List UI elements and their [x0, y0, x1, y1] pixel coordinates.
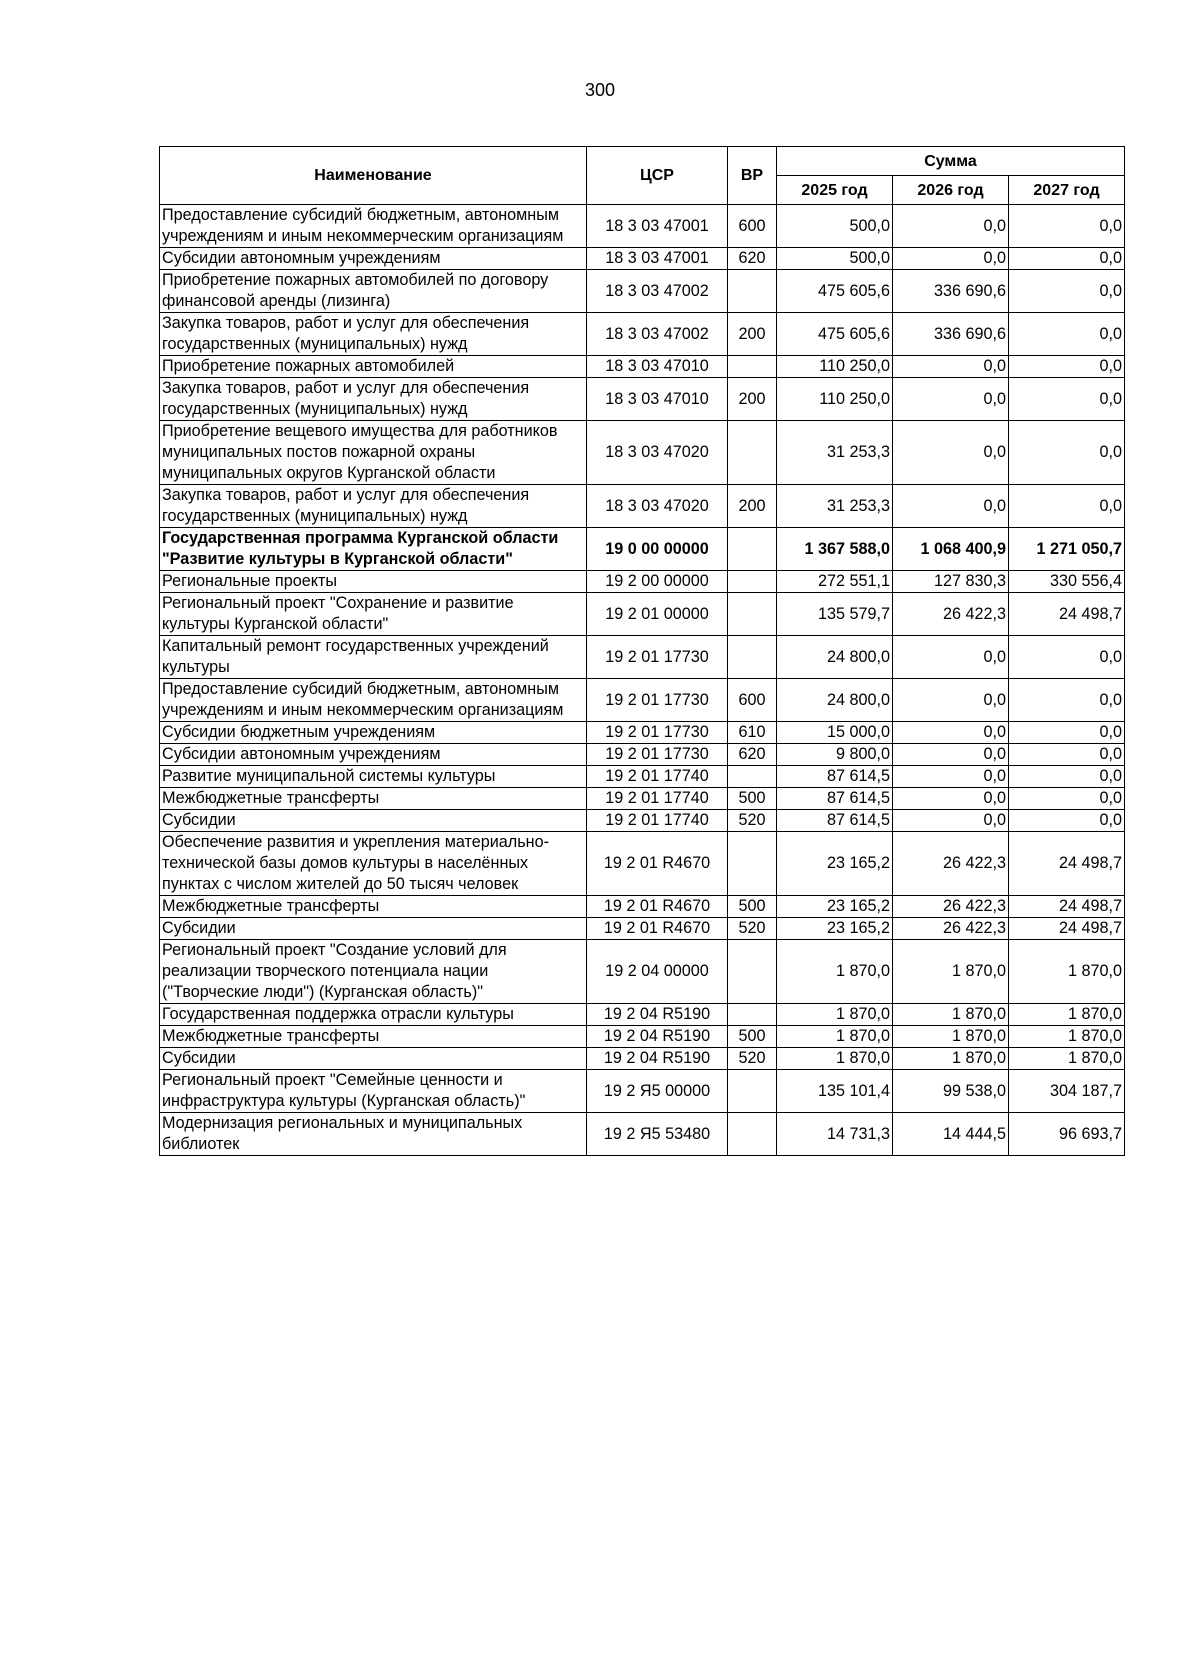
row-value-2027: 0,0: [1009, 421, 1125, 485]
row-name: Региональные проекты: [160, 571, 587, 593]
table-row: [160, 722, 1125, 744]
row-value-2027: 0,0: [1009, 744, 1125, 766]
header-year-2025: 2025 год: [777, 176, 893, 205]
row-value-2026: 14 444,5: [893, 1113, 1009, 1156]
row-name: Предоставление субсидий бюджетным, автономным учреждениям и иным некоммерческим организациям: [160, 205, 587, 248]
row-value-2026: 0,0: [893, 636, 1009, 679]
header-csr: ЦСР: [587, 147, 728, 205]
row-value-2025: 87 614,5: [777, 788, 893, 810]
row-name: Закупка товаров, работ и услуг для обеспечения государственных (муниципальных) нужд: [160, 313, 587, 356]
row-vr: 200: [728, 378, 777, 421]
row-value-2027: 96 693,7: [1009, 1113, 1125, 1156]
row-value-2026: 99 538,0: [893, 1070, 1009, 1113]
table-row: [160, 248, 1125, 270]
row-name: Развитие муниципальной системы культуры: [160, 766, 587, 788]
table-row: [160, 378, 1125, 421]
table-row: [160, 571, 1125, 593]
table-row: [160, 421, 1125, 485]
row-value-2025: 24 800,0: [777, 679, 893, 722]
row-name: Государственная программа Курганской области "Развитие культуры в Курганской области": [160, 528, 587, 571]
row-value-2027: 24 498,7: [1009, 593, 1125, 636]
row-value-2026: 26 422,3: [893, 918, 1009, 940]
row-value-2025: 31 253,3: [777, 485, 893, 528]
row-value-2027: 0,0: [1009, 679, 1125, 722]
row-value-2025: 500,0: [777, 205, 893, 248]
row-vr: 520: [728, 918, 777, 940]
row-value-2026: 127 830,3: [893, 571, 1009, 593]
row-csr: 18 3 03 47020: [587, 421, 728, 485]
row-value-2026: 1 870,0: [893, 940, 1009, 1004]
row-value-2026: 26 422,3: [893, 593, 1009, 636]
row-vr: 520: [728, 810, 777, 832]
row-vr: 600: [728, 205, 777, 248]
row-value-2025: 87 614,5: [777, 810, 893, 832]
row-value-2026: 26 422,3: [893, 896, 1009, 918]
row-value-2025: 23 165,2: [777, 832, 893, 896]
table-row: [160, 766, 1125, 788]
row-value-2026: 0,0: [893, 378, 1009, 421]
row-value-2025: 1 870,0: [777, 1026, 893, 1048]
row-vr: 620: [728, 248, 777, 270]
row-csr: 19 2 Я5 00000: [587, 1070, 728, 1113]
row-value-2027: 304 187,7: [1009, 1070, 1125, 1113]
row-value-2027: 0,0: [1009, 205, 1125, 248]
row-name: Предоставление субсидий бюджетным, автономным учреждениям и иным некоммерческим организациям: [160, 679, 587, 722]
row-value-2026: 336 690,6: [893, 313, 1009, 356]
row-vr: [728, 940, 777, 1004]
table-row: [160, 918, 1125, 940]
row-value-2027: 24 498,7: [1009, 918, 1125, 940]
row-name: Межбюджетные трансферты: [160, 788, 587, 810]
row-name: Приобретение вещевого имущества для работников муниципальных постов пожарной охраны муниципальных округов Курганской области: [160, 421, 587, 485]
row-csr: 19 2 01 17730: [587, 744, 728, 766]
row-csr: 19 2 01 17730: [587, 636, 728, 679]
row-value-2025: 1 870,0: [777, 1048, 893, 1070]
row-value-2026: 0,0: [893, 356, 1009, 378]
row-value-2026: 0,0: [893, 810, 1009, 832]
row-value-2025: 24 800,0: [777, 636, 893, 679]
row-value-2027: 0,0: [1009, 810, 1125, 832]
table-row: [160, 528, 1125, 571]
row-vr: [728, 1070, 777, 1113]
row-vr: [728, 571, 777, 593]
row-value-2027: 0,0: [1009, 722, 1125, 744]
row-vr: [728, 766, 777, 788]
row-vr: 500: [728, 896, 777, 918]
row-value-2025: 110 250,0: [777, 356, 893, 378]
row-csr: 18 3 03 47010: [587, 356, 728, 378]
row-vr: 500: [728, 1026, 777, 1048]
budget-table: [159, 146, 1125, 1156]
row-csr: 19 2 04 R5190: [587, 1048, 728, 1070]
row-name: Региональный проект "Создание условий для реализации творческого потенциала нации ("Творческие люди") (Курганская область)": [160, 940, 587, 1004]
row-value-2025: 475 605,6: [777, 313, 893, 356]
row-name: Региональный проект "Сохранение и развитие культуры Курганской области": [160, 593, 587, 636]
row-vr: [728, 356, 777, 378]
row-vr: 500: [728, 788, 777, 810]
row-name: Субсидии: [160, 810, 587, 832]
row-value-2027: 0,0: [1009, 766, 1125, 788]
row-name: Субсидии бюджетным учреждениям: [160, 722, 587, 744]
row-value-2025: 135 101,4: [777, 1070, 893, 1113]
row-name: Обеспечение развития и укрепления материально-технической базы домов культуры в населённых пунктах с числом жителей до 50 тысяч человек: [160, 832, 587, 896]
row-value-2027: 0,0: [1009, 378, 1125, 421]
row-value-2025: 135 579,7: [777, 593, 893, 636]
table-header: [160, 147, 1125, 205]
row-value-2027: 1 870,0: [1009, 1004, 1125, 1026]
row-csr: 19 2 01 17740: [587, 810, 728, 832]
row-value-2025: 272 551,1: [777, 571, 893, 593]
table-row: [160, 636, 1125, 679]
row-csr: 19 2 01 R4670: [587, 832, 728, 896]
row-value-2027: 330 556,4: [1009, 571, 1125, 593]
page-number: 300: [584, 80, 616, 100]
row-csr: 18 3 03 47002: [587, 313, 728, 356]
row-value-2027: 1 870,0: [1009, 940, 1125, 1004]
row-vr: 600: [728, 679, 777, 722]
row-vr: [728, 1113, 777, 1156]
table-row: [160, 832, 1125, 896]
row-value-2026: 0,0: [893, 788, 1009, 810]
row-value-2025: 15 000,0: [777, 722, 893, 744]
row-name: Субсидии: [160, 1048, 587, 1070]
row-csr: 19 2 01 17740: [587, 766, 728, 788]
row-name: Приобретение пожарных автомобилей: [160, 356, 587, 378]
row-value-2025: 1 870,0: [777, 1004, 893, 1026]
header-year-2027: 2027 год: [1009, 176, 1125, 205]
row-value-2026: 1 870,0: [893, 1004, 1009, 1026]
row-csr: 18 3 03 47010: [587, 378, 728, 421]
row-name: Капитальный ремонт государственных учреждений культуры: [160, 636, 587, 679]
row-name: Межбюджетные трансферты: [160, 1026, 587, 1048]
row-name: Закупка товаров, работ и услуг для обеспечения государственных (муниципальных) нужд: [160, 378, 587, 421]
row-csr: 19 2 04 R5190: [587, 1004, 728, 1026]
row-csr: 18 3 03 47020: [587, 485, 728, 528]
row-value-2026: 0,0: [893, 679, 1009, 722]
row-value-2027: 1 870,0: [1009, 1026, 1125, 1048]
row-csr: 18 3 03 47001: [587, 248, 728, 270]
header-year-2026: 2026 год: [893, 176, 1009, 205]
row-value-2025: 1 367 588,0: [777, 528, 893, 571]
header-name: Наименование: [160, 147, 587, 205]
row-value-2026: 0,0: [893, 722, 1009, 744]
row-name: Межбюджетные трансферты: [160, 896, 587, 918]
row-name: Приобретение пожарных автомобилей по договору финансовой аренды (лизинга): [160, 270, 587, 313]
row-name: Субсидии автономным учреждениям: [160, 248, 587, 270]
table-body: [160, 205, 1125, 1156]
row-csr: 19 2 00 00000: [587, 571, 728, 593]
row-value-2025: 23 165,2: [777, 918, 893, 940]
row-csr: 19 2 01 17730: [587, 722, 728, 744]
row-csr: 18 3 03 47002: [587, 270, 728, 313]
row-value-2025: 14 731,3: [777, 1113, 893, 1156]
table-row: [160, 1004, 1125, 1026]
row-csr: 19 2 01 17730: [587, 679, 728, 722]
row-value-2026: 1 870,0: [893, 1048, 1009, 1070]
table-row: [160, 1026, 1125, 1048]
row-value-2027: 0,0: [1009, 356, 1125, 378]
row-value-2027: 0,0: [1009, 636, 1125, 679]
row-value-2025: 23 165,2: [777, 896, 893, 918]
row-name: Региональный проект "Семейные ценности и инфраструктура культуры (Курганская область)": [160, 1070, 587, 1113]
table-row: [160, 270, 1125, 313]
row-value-2025: 1 870,0: [777, 940, 893, 1004]
row-name: Модернизация региональных и муниципальных библиотек: [160, 1113, 587, 1156]
row-name: Закупка товаров, работ и услуг для обеспечения государственных (муниципальных) нужд: [160, 485, 587, 528]
row-value-2026: 0,0: [893, 744, 1009, 766]
row-csr: 19 2 01 00000: [587, 593, 728, 636]
table-row: [160, 679, 1125, 722]
row-value-2027: 0,0: [1009, 485, 1125, 528]
table-row: [160, 356, 1125, 378]
table-row: [160, 896, 1125, 918]
row-csr: 19 2 01 R4670: [587, 918, 728, 940]
row-value-2027: 24 498,7: [1009, 896, 1125, 918]
row-vr: 200: [728, 313, 777, 356]
table-row: [160, 940, 1125, 1004]
table-row: [160, 313, 1125, 356]
row-vr: 520: [728, 1048, 777, 1070]
row-csr: 19 2 04 R5190: [587, 1026, 728, 1048]
row-vr: [728, 528, 777, 571]
header-vr: ВР: [728, 147, 777, 205]
row-value-2026: 1 870,0: [893, 1026, 1009, 1048]
row-value-2026: 336 690,6: [893, 270, 1009, 313]
table-row: [160, 744, 1125, 766]
row-vr: 620: [728, 744, 777, 766]
header-sum: Сумма: [777, 147, 1125, 176]
row-vr: [728, 832, 777, 896]
row-value-2027: 24 498,7: [1009, 832, 1125, 896]
row-name: Государственная поддержка отрасли культуры: [160, 1004, 587, 1026]
row-vr: [728, 593, 777, 636]
table-row: [160, 1048, 1125, 1070]
row-value-2025: 500,0: [777, 248, 893, 270]
table-row: [160, 1070, 1125, 1113]
row-csr: 19 2 04 00000: [587, 940, 728, 1004]
row-value-2027: 0,0: [1009, 313, 1125, 356]
row-value-2025: 110 250,0: [777, 378, 893, 421]
table-row: [160, 485, 1125, 528]
row-value-2027: 0,0: [1009, 248, 1125, 270]
row-value-2026: 0,0: [893, 205, 1009, 248]
row-value-2025: 475 605,6: [777, 270, 893, 313]
row-value-2025: 9 800,0: [777, 744, 893, 766]
table-row: [160, 788, 1125, 810]
row-value-2026: 0,0: [893, 485, 1009, 528]
row-csr: 19 2 01 17740: [587, 788, 728, 810]
row-name: Субсидии автономным учреждениям: [160, 744, 587, 766]
row-value-2027: 0,0: [1009, 788, 1125, 810]
row-value-2027: 1 870,0: [1009, 1048, 1125, 1070]
row-csr: 19 0 00 00000: [587, 528, 728, 571]
row-vr: [728, 270, 777, 313]
table-row: [160, 593, 1125, 636]
table-row: [160, 810, 1125, 832]
row-vr: 610: [728, 722, 777, 744]
row-vr: [728, 421, 777, 485]
row-value-2026: 0,0: [893, 421, 1009, 485]
row-value-2027: 0,0: [1009, 270, 1125, 313]
row-vr: 200: [728, 485, 777, 528]
row-value-2026: 1 068 400,9: [893, 528, 1009, 571]
row-value-2026: 26 422,3: [893, 832, 1009, 896]
row-csr: 18 3 03 47001: [587, 205, 728, 248]
row-name: Субсидии: [160, 918, 587, 940]
row-value-2026: 0,0: [893, 766, 1009, 788]
row-value-2027: 1 271 050,7: [1009, 528, 1125, 571]
table-row: [160, 205, 1125, 248]
row-csr: 19 2 Я5 53480: [587, 1113, 728, 1156]
row-value-2026: 0,0: [893, 248, 1009, 270]
row-value-2025: 31 253,3: [777, 421, 893, 485]
row-value-2025: 87 614,5: [777, 766, 893, 788]
row-csr: 19 2 01 R4670: [587, 896, 728, 918]
table-row: [160, 1113, 1125, 1156]
row-vr: [728, 1004, 777, 1026]
row-vr: [728, 636, 777, 679]
